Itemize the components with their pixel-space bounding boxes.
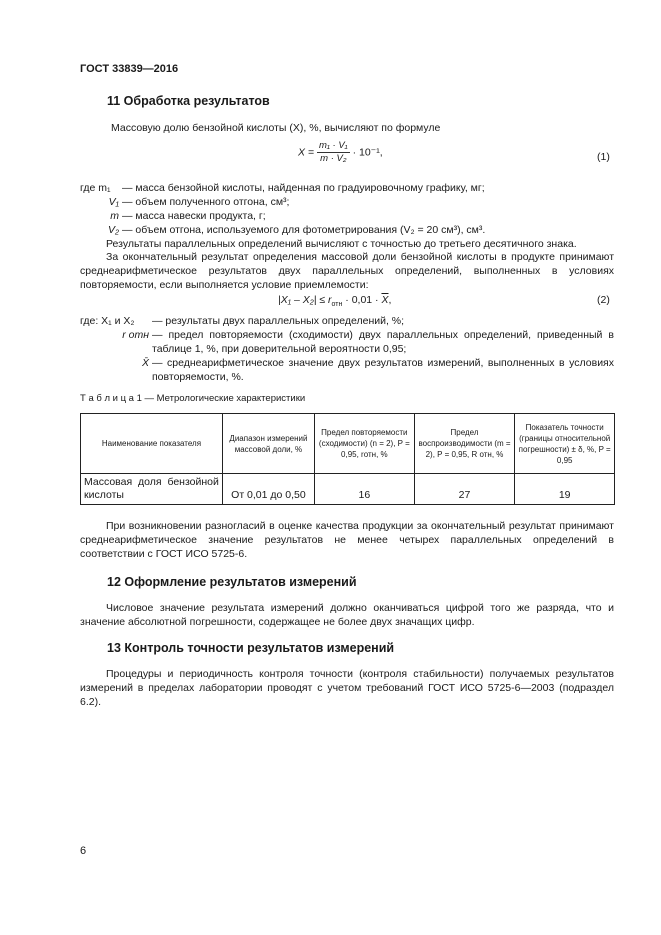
section-13-text: Процедуры и периодичность контроля точности (контроля стабильности) получаемых результатов измерений в пределах лаборатории проводят с учетом требований ГОСТ ИСО 5725-6—2003 (подраздел 6.2). xyxy=(80,668,614,708)
where-1-row xyxy=(80,181,614,195)
formula-2 xyxy=(278,294,391,308)
table-header-cell: Диапазон измерений массовой доли, % xyxy=(222,414,314,474)
table-1-caption xyxy=(80,393,305,404)
document-header: ГОСТ 33839—2016 xyxy=(80,63,179,75)
where-1-text: — объем отгона, используемого для фотометрирования (V₂ = 20 см³), см³. xyxy=(122,224,486,236)
table-cell: 19 xyxy=(515,474,615,505)
formula-1-lhs: X = xyxy=(298,146,315,159)
formula-1-number: (1) xyxy=(597,151,610,163)
table-header-cell: Предел воспроизводимости (m = 2), P = 0,95, R отн, % xyxy=(414,414,515,474)
metrology-table xyxy=(80,413,615,505)
where-1-symbol: где m₁ xyxy=(80,182,111,194)
where-list-1 xyxy=(80,181,614,237)
where-2-symbol: где: X₁ и X₂ xyxy=(80,315,135,327)
where-1-text: — объем полученного отгона, см³; xyxy=(122,196,290,208)
where-2-row xyxy=(80,314,614,328)
formula-2-expr-b: · 0,01 · xyxy=(342,294,382,306)
where-1-row xyxy=(80,195,614,209)
where-list-2 xyxy=(80,314,614,384)
formula-1-fraction xyxy=(317,140,350,165)
section-11-title: 11 Обработка результатов xyxy=(107,94,270,108)
table-header-cell: Наименование показателя xyxy=(81,414,223,474)
table-header-cell: Предел повторяемости (сходимости) (n = 2), P = 0,95, rотн, % xyxy=(315,414,415,474)
section-13-title: 13 Контроль точности результатов измерений xyxy=(107,641,395,655)
where-1-symbol: V₂ xyxy=(107,224,119,236)
formula-2-expr-a: |X₁ – X₂| ≤ r xyxy=(278,294,332,306)
table-cell: От 0,01 до 0,50 xyxy=(222,474,314,505)
where-1-text: — масса бензойной кислоты, найденная по градуировочному графику, мг; xyxy=(122,182,485,194)
where-1-symbol: m xyxy=(110,210,119,222)
where-2-symbol: X̄ xyxy=(141,357,149,369)
section-12-title: 12 Оформление результатов измерений xyxy=(107,575,357,589)
section-12-text: Числовое значение результата измерений должно оканчиваться цифрой того же разряда, что и значение абсолютной погрешности, содержащее не более двух значащих цифр. xyxy=(80,602,614,628)
where-2-text: — среднеарифметическое значение двух результатов измерений, выполненных в условиях повторяемости, %. xyxy=(152,357,614,383)
table-header-cell: Показатель точности (границы относительной погрешности) ± δ, %, P = 0,95 xyxy=(515,414,615,474)
formula-2-expr-c: , xyxy=(388,294,392,306)
where-1-text: — масса навески продукта, г; xyxy=(122,210,266,222)
where-2-text: — результаты двух параллельных определений, %; xyxy=(152,315,405,327)
table-header-row xyxy=(81,414,615,474)
formula-2-number: (2) xyxy=(597,294,610,306)
table-row xyxy=(81,474,615,505)
page-number: 6 xyxy=(80,845,87,857)
where-2-symbol: r отн xyxy=(122,329,149,341)
formula-1-tail: · 10⁻¹, xyxy=(352,146,383,159)
where-2-text: — предел повторяемости (сходимости) двух параллельных определений, приведенный в таблице 1, %, при доверительной вероятности 0,95; xyxy=(152,329,614,355)
table-cell: 16 xyxy=(315,474,415,505)
table-1-caption-text: 1 — Метрологические характеристики xyxy=(136,393,306,404)
formula-1 xyxy=(298,140,438,165)
paragraph-disputes: При возникновении разногласий в оценке качества продукции за окончательный результат принимают среднеарифметическое значение результатов не менее четырех параллельных определений в соответствии с ГОСТ ИСО 5725-6. xyxy=(80,520,614,560)
section-11-intro: Массовую долю бензойной кислоты (X), %, вычисляют по формуле xyxy=(111,122,441,134)
table-cell: 27 xyxy=(414,474,515,505)
where-1-row xyxy=(80,223,614,237)
formula-1-denominator: m · V₂ xyxy=(320,153,347,164)
paragraph-precision: Результаты параллельных определений вычисляют с точностью до третьего десятичного знака. xyxy=(106,238,577,250)
where-2-row xyxy=(80,328,614,356)
table-cell: Массовая доля бензойной кислоты xyxy=(81,474,223,505)
where-2-row xyxy=(80,356,614,384)
paragraph-final-result: За окончательный результат определения массовой доли бензойной кислоты в продукте принимают среднеарифметическое результатов двух параллельных определений, выполненных в условиях повторяемости, если выполняется условие приемлемости: xyxy=(80,251,614,291)
formula-2-sub: отн xyxy=(331,301,343,309)
where-1-symbol: V₁ xyxy=(108,196,119,208)
formula-1-numerator: m₁ · V₁ xyxy=(318,140,348,151)
where-1-row xyxy=(80,209,614,223)
formula-2-xbar: $\overline{X}$ xyxy=(381,294,389,306)
table-1-caption-prefix: Т а б л и ц а xyxy=(80,393,134,404)
